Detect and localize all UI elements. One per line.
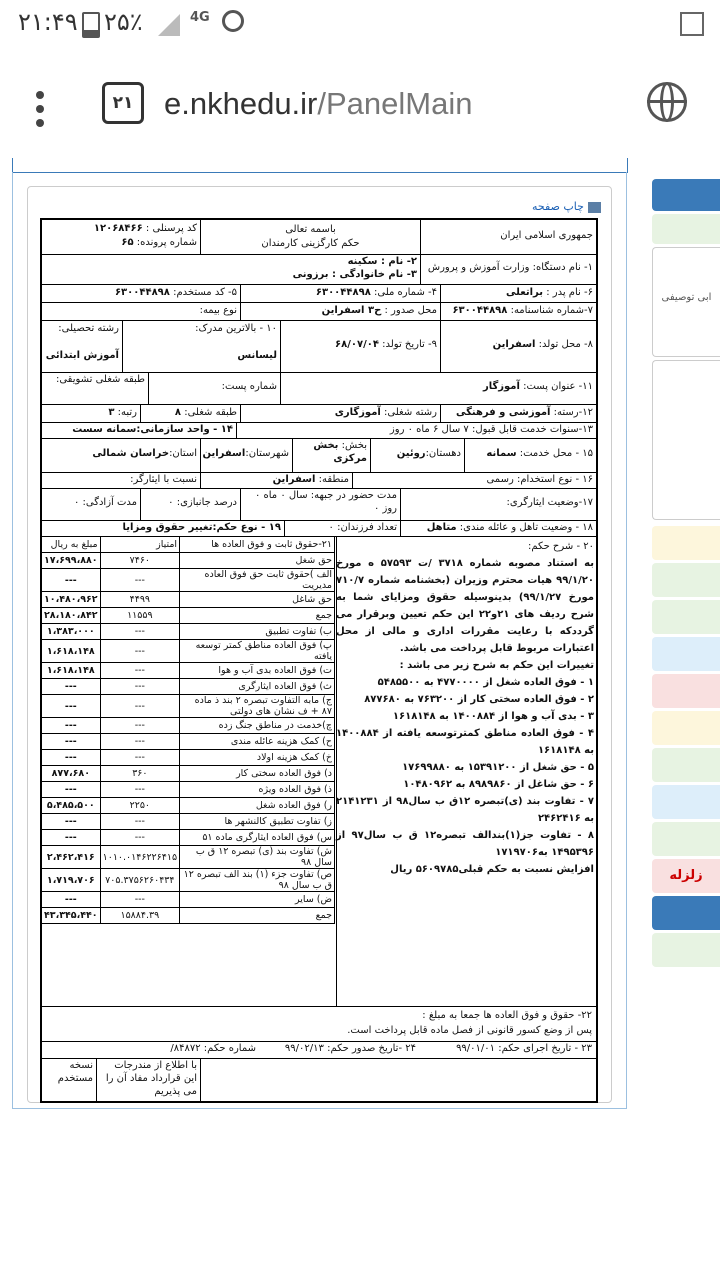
captivity-cell	[40, 488, 140, 520]
salary-amount: ---	[42, 734, 101, 750]
desc-line: ۱ - فوق العاده شغل از ۴۷۷۰۰۰۰ به ۵۴۸۵۵۰۰	[377, 677, 594, 688]
org-cell	[420, 254, 596, 284]
salary-row	[42, 569, 335, 592]
salary-label: الف )حقوق ثابت حق فوق العاده مدیریت	[180, 569, 335, 592]
salary-amount: ۱،۶۱۸،۱۴۸	[42, 663, 101, 679]
salary-label: پ) فوق العاده مناطق کمتر توسعه یافته	[180, 640, 335, 663]
edu-label: ۱۰ - بالاترین مدرک:	[195, 323, 277, 334]
insurance-label: نوع بیمه:	[199, 305, 237, 316]
salary-row	[42, 908, 335, 924]
sidebar-item-10[interactable]	[652, 711, 720, 745]
service-years-cell	[236, 422, 596, 438]
order-type-cell	[40, 520, 284, 536]
front-duration: مدت حضور در جبهه: سال ۰ ماه ۰ روز ۰	[254, 490, 397, 514]
bismillah: باسمه تعالی	[285, 224, 336, 235]
service-years: ۱۳-سنوات خدمت قابل قبول: ۷ سال ۶ ماه ۰ روز	[389, 424, 593, 435]
location: سمانه	[486, 448, 517, 459]
sidebar-item-1[interactable]	[652, 179, 720, 211]
order-description	[336, 538, 594, 878]
desc-line: ۵ - حق شغل از ۱۵۳۹۱۲۰۰ به ۱۷۶۹۹۸۸۰	[402, 762, 594, 773]
field-value: آموزش ابتدائی	[45, 350, 119, 361]
salary-label: ز) تفاوت تطبیق کالنشهر ها	[180, 814, 335, 830]
sidebar-item-5[interactable]	[652, 526, 720, 560]
url-domain: e.nkhedu.ir	[164, 86, 318, 121]
national-id: ۶۳۰۰۴۴۸۹۸	[315, 287, 371, 298]
issue-place-label: محل صدور :	[384, 305, 437, 316]
salary-row	[42, 798, 335, 814]
sidebar-item-15[interactable]	[652, 896, 720, 930]
salary-row	[42, 846, 335, 869]
file-number-label: شماره پرونده:	[136, 237, 197, 248]
total-row	[42, 1006, 596, 1042]
salary-amount: ---	[42, 830, 101, 846]
alarm-icon	[222, 10, 244, 32]
desc-label: ۲۰ - شرح حکم:	[528, 541, 594, 552]
sidebar-item-12[interactable]	[652, 785, 720, 819]
sacrifice-cell	[40, 472, 200, 488]
salary-row	[42, 679, 335, 695]
signature-cell	[200, 1058, 596, 1103]
father-cell	[440, 284, 596, 302]
region-cell	[200, 472, 352, 488]
name-text: ۲- نام : سکینه	[347, 256, 417, 267]
salary-row	[42, 695, 335, 718]
field-cell	[40, 320, 122, 372]
post-no-cell	[148, 372, 280, 404]
salary-score: ---	[100, 663, 179, 679]
job-class-label: طبقه شغلی تشویقی:	[55, 374, 145, 385]
copy-cell	[40, 1058, 96, 1103]
salary-amount: ---	[42, 750, 101, 766]
job-level-cell	[140, 404, 240, 422]
job-title-label: ۱۱- عنوان پست:	[523, 381, 593, 392]
salary-row	[42, 750, 335, 766]
page-content	[0, 158, 720, 1280]
birth-date: ۶۸/۰۷/۰۴	[335, 339, 379, 350]
salary-row	[42, 592, 335, 608]
menu-icon[interactable]	[36, 88, 46, 136]
sidebar	[652, 178, 720, 970]
father-label: ۶- نام پدر :	[546, 287, 593, 298]
salary-amount: ---	[42, 892, 101, 908]
edu-cell	[122, 320, 280, 372]
section-label: بخش:	[341, 440, 367, 451]
birth-date-label: ۹- تاریخ تولد:	[382, 339, 437, 350]
country-cell	[420, 220, 596, 254]
job-field: آموزگاری	[334, 407, 381, 418]
salary-label: س) فوق العاده ایثارگری ماده ۵۱	[180, 830, 335, 846]
network-type: 4G	[190, 10, 210, 25]
address-bar[interactable]	[164, 86, 472, 122]
print-link[interactable]	[532, 200, 601, 213]
issue-place-cell	[240, 302, 440, 320]
desc-line: تغییرات این حکم به شرح زیر می باشد :	[399, 660, 594, 671]
employee-code: ۶۳۰۰۴۴۸۹۸	[114, 287, 170, 298]
salary-score: ---	[100, 750, 179, 766]
sidebar-item-2[interactable]	[652, 214, 720, 244]
battery-percent: ۲۵٪	[104, 8, 143, 36]
printer-icon	[588, 202, 601, 213]
employment-order	[40, 218, 598, 1103]
globe-icon[interactable]	[647, 82, 687, 122]
salary-label: ض) سایر	[180, 892, 335, 908]
job-level: ۸	[174, 407, 182, 418]
desc-line: ۲ - فوق العاده سختی کار از ۷۶۳۲۰۰ به ۸۷۷۶۸۰	[364, 694, 594, 705]
sidebar-item-4[interactable]	[652, 360, 720, 520]
rank-value: ۳	[108, 407, 115, 418]
sidebar-item-7[interactable]	[652, 600, 720, 634]
sign-note: با اطلاع از مندرجات این قرارداد مفاد آن را می پذیریم	[105, 1060, 197, 1097]
birth-place-label: ۸- محل تولد:	[538, 339, 593, 350]
id-number-cell	[440, 302, 596, 320]
desc-line: ۸ - تفاوت جز(۱)بندالف تبصره۱۲ ق ب سال۹۷ از ۱۴۹۵۳۹۶ به۱۷۱۹۷۰۶	[336, 830, 595, 858]
panel-top-border	[12, 158, 628, 173]
salary-row	[42, 869, 335, 892]
salary-score: ۷۴۶۰	[100, 553, 179, 569]
marital-cell	[400, 520, 596, 536]
salary-amount: ---	[42, 718, 101, 734]
city-cell	[200, 438, 292, 472]
salary-label: حق شاغل	[180, 592, 335, 608]
village-label: دهستان:	[425, 448, 461, 459]
salary-score: ۱۱۵۵۹	[100, 608, 179, 624]
salary-score: ۲۲۵۰	[100, 798, 179, 814]
salary-amount: ---	[42, 569, 101, 592]
salary-label: حق شغل	[180, 553, 335, 569]
salary-amount: ۱،۷۱۹،۷۰۶	[42, 869, 101, 892]
sidebar-label: ابی توصیفی	[661, 292, 712, 303]
salary-score: ۷۰۵.۳۷۵۶۲۶۰۴۳۴	[100, 869, 179, 892]
veteran-label: ۱۷-وضعیت ایثارگری:	[506, 497, 593, 508]
salary-row	[42, 830, 335, 846]
salary-row	[42, 624, 335, 640]
salary-label: خ) کمک هزینه اولاد	[180, 750, 335, 766]
score-header: امتیاز	[100, 537, 179, 553]
edu-value: لیسانس	[237, 350, 277, 361]
sidebar-item-16[interactable]	[652, 933, 720, 967]
province-cell	[40, 438, 200, 472]
desc-line: ۷ - تفاوت بند (ی)تبصره ۱۲ق ب سال۹۸ از ۲۱۴۱۲۳۱ به ۲۴۶۲۴۱۶	[336, 796, 594, 824]
job-field-cell	[240, 404, 440, 422]
building-icon	[680, 12, 704, 36]
salary-score: ---	[100, 679, 179, 695]
title-cell	[200, 220, 420, 254]
total-note: پس از وضع کسور قانونی از فصل ماده قابل پرداخت است.	[347, 1025, 592, 1036]
birth-date-cell	[280, 320, 440, 372]
sidebar-item-9[interactable]	[652, 674, 720, 708]
salary-score: ---	[100, 640, 179, 663]
salary-score: ۴۴۹۹	[100, 592, 179, 608]
order-type: ۱۹ - نوع حکم:تغییر حقوق ومزایا	[122, 522, 281, 533]
salary-score: ---	[100, 718, 179, 734]
section: بخش مرکزی	[313, 440, 367, 464]
veteran-cell	[400, 488, 596, 520]
clock: ۲۱:۴۹	[18, 8, 78, 36]
job-class-cell	[40, 372, 148, 404]
post-no-label: شماره پست:	[221, 381, 277, 392]
group-cell	[440, 404, 596, 422]
children-cell	[284, 520, 400, 536]
battery-icon	[82, 12, 100, 38]
sidebar-item-8[interactable]	[652, 637, 720, 671]
salary-amount: ۵،۴۸۵،۵۰۰	[42, 798, 101, 814]
copy-label: نسخه مستخدم	[57, 1060, 93, 1084]
salary-amount: ۱۰،۴۸۰،۹۶۲	[42, 592, 101, 608]
region: اسفراین	[272, 474, 316, 485]
group-label: ۱۲-رسته:	[553, 407, 593, 418]
province-label: استان:	[169, 448, 197, 459]
salary-row	[42, 734, 335, 750]
exec-date: ۲۳ - تاریخ اجرای حکم: ۹۹/۰۱/۰۱	[456, 1043, 592, 1054]
salary-score: ---	[100, 892, 179, 908]
national-id-cell	[240, 284, 440, 302]
salary-label: ت) فوق العاده بدی آب و هوا	[180, 663, 335, 679]
desc-line: ۶ - حق شاغل از ۸۹۸۹۸۶۰ به ۱۰۴۸۰۹۶۲	[403, 779, 594, 790]
salary-score: ۳۶۰	[100, 766, 179, 782]
id-number: ۶۳۰۰۴۴۸۹۸	[452, 305, 508, 316]
section-cell	[292, 438, 370, 472]
disability: درصد جانبازی: ۰	[168, 497, 237, 508]
desc-line: به استناد مصوبه شماره ۳۷۱۸ /ت ۵۷۵۹۳ ه مورخ ۹۹/۱/۲۰ هیات محترم وزیران (بخشنامه شماره ۷۱۰/۷ مورخ ۹۹/۱/۲۷) بدینوسیله حقوق ومزایای شما به شرح ردیف های ۲۱و۲۲ این حکم تعیین وبرقرار می گرددکه با رعایت مقررات اداری و مالی از محل اعتبارات مربوط قابل پرداخت می باشد.	[336, 558, 594, 654]
captivity: مدت آزادگی: ۰	[73, 497, 137, 508]
salary-amount: ۸۷۷،۶۸۰	[42, 766, 101, 782]
order-title: حکم کارگزینی کارمندان	[261, 238, 360, 249]
employ-type-cell	[352, 472, 596, 488]
id-number-label: ۷-شماره شناسنامه:	[510, 305, 593, 316]
salary-row	[42, 640, 335, 663]
file-number: ۶۵	[121, 237, 134, 248]
salary-score: ---	[100, 782, 179, 798]
sidebar-item-14[interactable]	[652, 859, 720, 893]
sacrifice-label: نسبت با ایثارگر:	[130, 474, 197, 485]
marital: متاهل	[426, 522, 457, 533]
salary-amount: ۱،۳۸۳،۰۰۰	[42, 624, 101, 640]
salary-row	[42, 718, 335, 734]
front-cell	[240, 488, 400, 520]
salary-amount: ---	[42, 679, 101, 695]
order-body	[42, 536, 596, 1007]
salary-row	[42, 766, 335, 782]
location-label: ۱۵ - محل خدمت:	[519, 448, 593, 459]
salary-score: ---	[100, 830, 179, 846]
salary-label: ث) فوق العاده ایثارگری	[180, 679, 335, 695]
salary-label: ج) مابه التفاوت تبصره ۲ بند ذ ماده ۸۷ + ف نشان های دولتی	[180, 695, 335, 718]
name-cell	[40, 254, 420, 284]
salary-score: ---	[100, 695, 179, 718]
sidebar-item-3[interactable]	[652, 247, 720, 357]
sign-note-cell	[96, 1058, 200, 1103]
province: خراسان شمالی	[92, 448, 170, 459]
job-level-label: طبقه شغلی:	[184, 407, 237, 418]
salary-row	[42, 892, 335, 908]
salary-label: ر) فوق العاده شغل	[180, 798, 335, 814]
url-path: /PanelMain	[317, 86, 473, 121]
birth-place: اسفراین	[492, 339, 536, 350]
rank-label: رتبه:	[117, 407, 137, 418]
salary-amount: ---	[42, 782, 101, 798]
salary-label: جمع	[180, 908, 335, 924]
country-text: جمهوری اسلامی ایران	[500, 230, 593, 241]
village-cell	[370, 438, 464, 472]
print-label: چاپ صفحه	[532, 200, 584, 213]
village: روئین	[396, 448, 426, 459]
field-label: رشته تحصیلی:	[58, 323, 119, 334]
salary-amount: ۲۸،۱۸۰،۸۴۲	[42, 608, 101, 624]
total-label: ۲۲- حقوق و فوق العاده ها جمعا به مبلغ :	[422, 1010, 592, 1021]
family-text: ۳- نام خانوادگی : برزونی	[292, 269, 417, 280]
region-label: منطقه:	[318, 474, 349, 485]
salary-amount: ---	[42, 695, 101, 718]
desc-line: ۳ - بدی آب و هوا از ۱۴۰۰۸۸۴ به ۱۶۱۸۱۴۸	[392, 711, 594, 722]
browser-toolbar	[0, 46, 720, 159]
marital-label: ۱۸ - وضعیت تاهل و عائله مندی:	[459, 522, 593, 533]
personnel-cell	[40, 220, 200, 254]
salary-score: ---	[100, 569, 179, 592]
salary-row	[42, 782, 335, 798]
signal-icon	[158, 14, 180, 36]
salary-label: ح) کمک هزینه عائله مندی	[180, 734, 335, 750]
salary-amount: ۲،۴۶۲،۴۱۶	[42, 846, 101, 869]
insurance-cell	[40, 302, 240, 320]
salary-row	[42, 608, 335, 624]
salary-score: ---	[100, 734, 179, 750]
dates-row	[42, 1042, 596, 1059]
order-no: شماره حکم: ۸۴۸۷۲/	[170, 1043, 256, 1054]
salary-label: د) فوق العاده سختی کار	[180, 766, 335, 782]
employ-type: ۱۶ - نوع استخدام: رسمی	[486, 474, 593, 485]
salary-amount: ---	[42, 814, 101, 830]
tab-count-button[interactable]: ۲۱	[102, 82, 144, 124]
personnel-code-label: کد پرسنلی :	[145, 223, 197, 234]
city: اسفراین	[202, 448, 246, 459]
group-value: آموزشی و فرهنگی	[455, 407, 551, 418]
sidebar-label-quake: زلزله	[669, 868, 703, 883]
salary-label: ص) تفاوت جزء (۱) بند الف تبصره ۱۲ ق ب سال ۹۸	[180, 869, 335, 892]
salary-score: ۱۰۱۰.۰۱۴۶۲۲۶۴۱۵	[100, 846, 179, 869]
sidebar-item-13[interactable]	[652, 822, 720, 856]
salary-label: ب) تفاوت تطبیق	[180, 624, 335, 640]
salary-amount: ۱۷،۶۹۹،۸۸۰	[42, 553, 101, 569]
sidebar-item-6[interactable]	[652, 563, 720, 597]
desc-line: ۴ - فوق العاده مناطق کمترتوسعه یافته از ۱۴۰۰۸۸۴ به ۱۶۱۸۱۴۸	[336, 728, 594, 756]
disability-cell	[140, 488, 240, 520]
salary-score: ---	[100, 814, 179, 830]
employee-code-cell	[40, 284, 240, 302]
status-bar	[0, 0, 720, 46]
issue-place: ح۳ اسفراین	[321, 305, 382, 316]
salary-table	[41, 536, 335, 924]
job-title: آموزگار	[482, 381, 520, 392]
desc-line: افزایش نسبت به حکم قبلی۵۶۰۹۷۸۵ ریال	[390, 864, 594, 875]
children: تعداد فرزندان: ۰	[328, 522, 397, 533]
salary-amount: ۴۳،۳۴۵،۴۴۰	[42, 908, 101, 924]
unit-value: ۱۴ - واحد سازمانی:سمانه سست	[72, 424, 233, 435]
salary-score: ۱۵۸۸۴.۳۹	[100, 908, 179, 924]
salary-label: ذ) فوق العاده ویژه	[180, 782, 335, 798]
rank-cell	[40, 404, 140, 422]
salary-score: ---	[100, 624, 179, 640]
job-title-cell	[280, 372, 596, 404]
sidebar-item-11[interactable]	[652, 748, 720, 782]
location-cell	[464, 438, 596, 472]
org-text: ۱- نام دستگاه: وزارت آموزش و پرورش	[427, 262, 593, 273]
salary-title: ۲۱-حقوق ثابت و فوق العاده ها	[180, 537, 335, 553]
salary-label: ش) تفاوت بند (ی) تبصره ۱۲ ق ب سال ۹۸	[180, 846, 335, 869]
national-id-label: ۴- شماره ملی:	[374, 287, 437, 298]
job-field-label: رشته شغلی:	[384, 407, 437, 418]
amount-header: مبلغ به ریال	[42, 537, 101, 553]
issue-date: ۲۴ -تاریخ صدور حکم: ۹۹/۰۲/۱۳	[284, 1043, 416, 1054]
unit-cell	[40, 422, 236, 438]
salary-label: چ)خدمت در مناطق جنگ زده	[180, 718, 335, 734]
city-label: شهرستان:	[245, 448, 289, 459]
employee-code-label: ۵- کد مستخدم:	[173, 287, 237, 298]
father-value: براتعلی	[506, 287, 544, 298]
salary-row	[42, 663, 335, 679]
salary-row	[42, 553, 335, 569]
personnel-code: ۱۲۰۶۸۴۶۶	[93, 223, 143, 234]
salary-label: جمع	[180, 608, 335, 624]
birth-place-cell	[440, 320, 596, 372]
salary-row	[42, 814, 335, 830]
salary-amount: ۱،۶۱۸،۱۴۸	[42, 640, 101, 663]
